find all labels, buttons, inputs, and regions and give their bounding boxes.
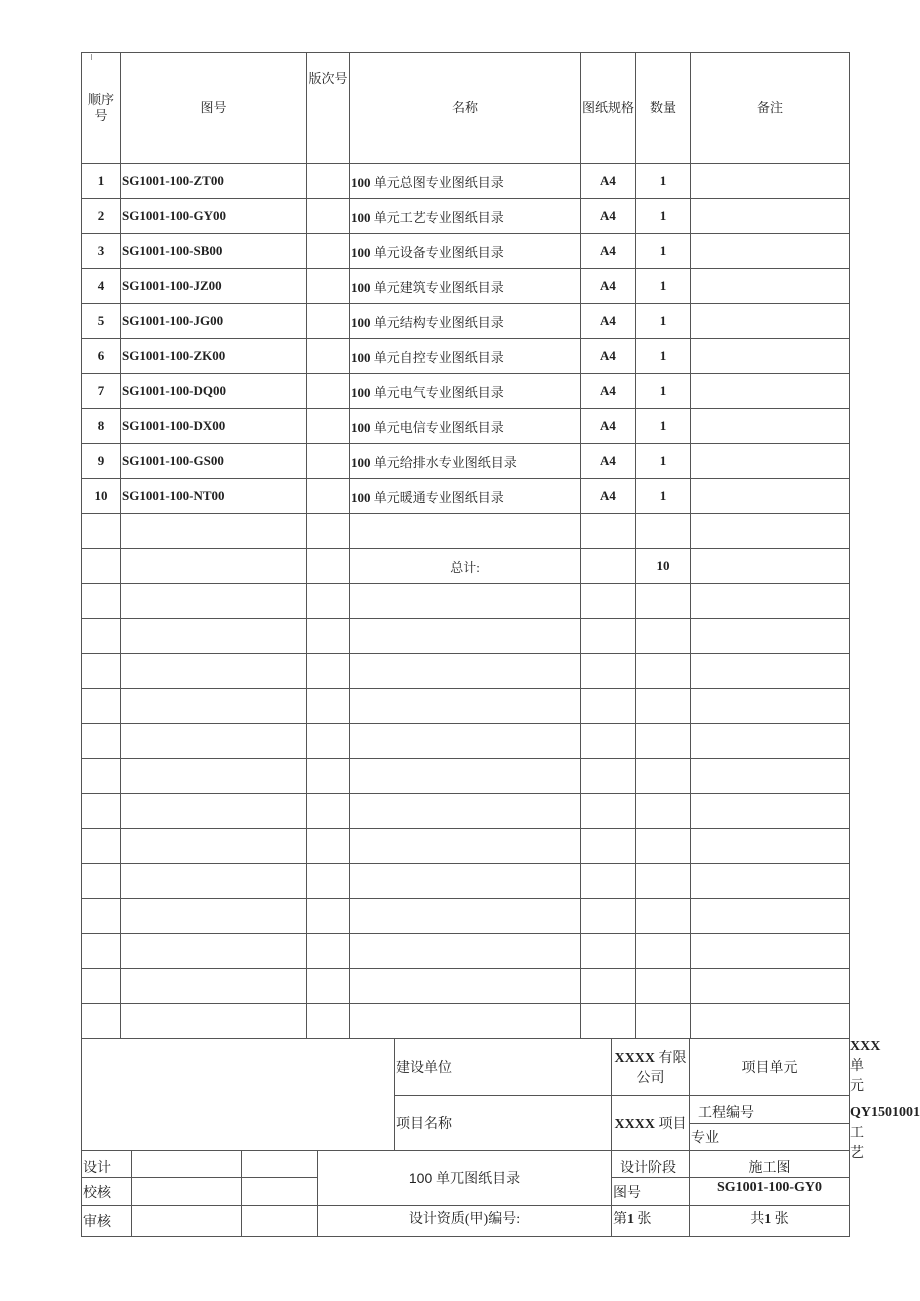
row-version <box>307 164 350 199</box>
row-qty: 1 <box>636 164 691 199</box>
project-value: XXXX 项目 <box>612 1096 690 1151</box>
table-row <box>82 164 850 199</box>
empty-cell <box>82 689 121 724</box>
header-seq: 顺序号 <box>82 53 121 164</box>
row-name <box>350 409 581 444</box>
certificate-label: 设计资质(甲)编号: <box>318 1206 612 1237</box>
proj-no-label: 工程编号 <box>690 1096 849 1124</box>
row-version <box>307 304 350 339</box>
table-row <box>82 374 850 409</box>
discipline-label: 专业 <box>691 1129 719 1145</box>
empty-cell <box>691 514 850 549</box>
row-name-number: 100 <box>351 454 371 470</box>
row-seq: 10 <box>82 479 121 514</box>
row-seq: 1 <box>82 164 121 199</box>
empty-cell <box>636 829 691 864</box>
row-version <box>307 374 350 409</box>
header-drawing-no: 图号 <box>121 53 307 164</box>
empty-cell <box>121 584 307 619</box>
row-name-text: 单元自控专业图纸目录 <box>370 349 504 365</box>
empty-row <box>82 969 850 1004</box>
row-version <box>307 409 350 444</box>
empty-row <box>82 514 850 549</box>
table-row <box>82 339 850 374</box>
empty-cell <box>350 829 581 864</box>
row-seq: 6 <box>82 339 121 374</box>
total-value: 10 <box>636 549 691 584</box>
empty-cell <box>581 619 636 654</box>
header-row <box>82 53 850 164</box>
empty-cell <box>307 689 350 724</box>
row-qty: 1 <box>636 339 691 374</box>
row-seq: 7 <box>82 374 121 409</box>
row-name-text: 单元总图专业图纸目录 <box>370 174 504 190</box>
empty-cell <box>691 899 850 934</box>
row-seq: 4 <box>82 269 121 304</box>
empty-cell <box>636 969 691 1004</box>
empty-cell <box>307 549 350 584</box>
empty-cell <box>350 899 581 934</box>
header-name: 名称 <box>350 53 581 164</box>
row-qty: 1 <box>636 444 691 479</box>
empty-cell <box>121 654 307 689</box>
row-seq: 9 <box>82 444 121 479</box>
empty-cell <box>691 969 850 1004</box>
sheet-total: 共1 张 <box>690 1206 850 1237</box>
row-name-number: 100 <box>351 384 371 400</box>
empty-row <box>82 899 850 934</box>
row-remark <box>691 304 850 339</box>
row-seq: 2 <box>82 199 121 234</box>
row-remark <box>691 234 850 269</box>
row-spec: A4 <box>581 479 636 514</box>
empty-cell <box>636 654 691 689</box>
empty-cell <box>82 829 121 864</box>
row-drawing-no: SG1001-100-DX00 <box>121 409 307 444</box>
empty-cell <box>82 1004 121 1039</box>
table-row <box>82 304 850 339</box>
stage-label: 设计阶段 <box>612 1151 690 1178</box>
row-name-number: 100 <box>351 209 371 225</box>
empty-cell <box>691 864 850 899</box>
row-name-number: 100 <box>351 279 371 295</box>
empty-cell <box>307 724 350 759</box>
row-version <box>307 339 350 374</box>
sheet-number: 第1 张 <box>612 1206 690 1237</box>
empty-cell <box>691 794 850 829</box>
row-name <box>350 479 581 514</box>
row-remark <box>691 164 850 199</box>
empty-cell <box>82 619 121 654</box>
row-drawing-no: SG1001-100-GS00 <box>121 444 307 479</box>
empty-cell <box>307 654 350 689</box>
empty-cell <box>82 584 121 619</box>
empty-cell <box>691 654 850 689</box>
row-version <box>307 479 350 514</box>
empty-cell <box>82 514 121 549</box>
row-name-number: 100 <box>351 244 371 260</box>
review-sign-cell <box>132 1206 242 1237</box>
row-spec: A4 <box>581 339 636 374</box>
check-date-cell <box>242 1178 318 1206</box>
drawing-index-table <box>81 52 850 1039</box>
row-name-number: 100 <box>351 419 371 435</box>
row-version <box>307 234 350 269</box>
empty-cell <box>636 759 691 794</box>
empty-cell <box>121 829 307 864</box>
table-row <box>82 199 850 234</box>
empty-cell <box>350 584 581 619</box>
header-spec: 图纸规格 <box>581 53 636 164</box>
empty-cell <box>581 934 636 969</box>
empty-row <box>82 689 850 724</box>
empty-cell <box>636 1004 691 1039</box>
row-spec: A4 <box>581 409 636 444</box>
empty-row <box>82 619 850 654</box>
row-drawing-no: SG1001-100-NT00 <box>121 479 307 514</box>
empty-cell <box>581 549 636 584</box>
empty-cell <box>636 864 691 899</box>
empty-row <box>82 934 850 969</box>
row-drawing-no: SG1001-100-JZ00 <box>121 269 307 304</box>
row-version <box>307 444 350 479</box>
table-row <box>82 234 850 269</box>
empty-row <box>82 829 850 864</box>
empty-cell <box>350 689 581 724</box>
empty-cell <box>350 864 581 899</box>
empty-cell <box>307 794 350 829</box>
empty-cell <box>307 899 350 934</box>
empty-cell <box>307 759 350 794</box>
row-spec: A4 <box>581 164 636 199</box>
row-remark <box>691 199 850 234</box>
row-name-text: 单元建筑专业图纸目录 <box>370 279 504 295</box>
row-name <box>350 164 581 199</box>
empty-cell <box>82 864 121 899</box>
drawing-index-sheet <box>81 52 920 1237</box>
empty-cell <box>691 724 850 759</box>
empty-cell <box>121 899 307 934</box>
row-spec: A4 <box>581 304 636 339</box>
row-seq: 5 <box>82 304 121 339</box>
check-sign-cell <box>132 1178 242 1206</box>
empty-cell <box>82 759 121 794</box>
empty-cell <box>82 899 121 934</box>
drawing-title: 100 单兀图纸目录 <box>318 1151 612 1206</box>
empty-cell <box>82 969 121 1004</box>
table-row <box>82 409 850 444</box>
row-name-text: 单元给排水专业图纸目录 <box>370 454 517 470</box>
header-version: 版次号 <box>307 53 350 164</box>
empty-cell <box>636 794 691 829</box>
design-date-cell <box>242 1151 318 1178</box>
dwg-label: 图号 <box>612 1178 690 1206</box>
empty-cell <box>691 759 850 794</box>
title-block: 建设单位 XXXX 有限公司 项目单元 XXX 单元 项目名称 XXXX 项目 工程编号 专业 QY1501001 工艺 设计 100 单兀图纸目录 设计阶段 施工图 校核 图号 SG1001-100-GY0 审核 设计资质(甲)编号: 第1 张 共1 张 <box>81 1038 850 1237</box>
stage-value: 施工图 <box>690 1151 850 1178</box>
empty-cell <box>581 584 636 619</box>
row-drawing-no: SG1001-100-ZT00 <box>121 164 307 199</box>
empty-cell <box>636 724 691 759</box>
row-name <box>350 444 581 479</box>
empty-cell <box>350 724 581 759</box>
row-remark <box>691 269 850 304</box>
row-remark <box>691 479 850 514</box>
empty-cell <box>307 934 350 969</box>
title-block-blank <box>82 1039 395 1151</box>
empty-cell <box>350 1004 581 1039</box>
empty-cell <box>581 654 636 689</box>
design-label: 设计 <box>82 1151 132 1178</box>
client-label: 建设单位 <box>395 1039 612 1096</box>
empty-cell <box>350 969 581 1004</box>
row-qty: 1 <box>636 304 691 339</box>
empty-cell <box>581 969 636 1004</box>
row-qty: 1 <box>636 479 691 514</box>
row-name-text: 单元暖通专业图纸目录 <box>370 489 504 505</box>
empty-cell <box>691 829 850 864</box>
row-name-number: 100 <box>351 349 371 365</box>
row-name <box>350 304 581 339</box>
empty-cell <box>307 1004 350 1039</box>
project-label: 项目名称 <box>395 1096 612 1151</box>
empty-cell <box>581 514 636 549</box>
empty-cell <box>636 934 691 969</box>
empty-cell <box>121 864 307 899</box>
empty-cell <box>307 829 350 864</box>
table-row <box>82 269 850 304</box>
row-name <box>350 199 581 234</box>
empty-cell <box>636 689 691 724</box>
row-qty: 1 <box>636 234 691 269</box>
row-spec: A4 <box>581 199 636 234</box>
empty-cell <box>307 619 350 654</box>
row-name-text: 单元设备专业图纸目录 <box>370 244 504 260</box>
empty-cell <box>82 654 121 689</box>
row-seq: 3 <box>82 234 121 269</box>
row-name-text: 单元电信专业图纸目录 <box>370 419 504 435</box>
empty-cell <box>121 724 307 759</box>
row-name-number: 100 <box>351 314 371 330</box>
empty-row <box>82 864 850 899</box>
row-remark <box>691 409 850 444</box>
row-drawing-no: SG1001-100-ZK00 <box>121 339 307 374</box>
row-version <box>307 269 350 304</box>
empty-cell <box>307 584 350 619</box>
empty-cell <box>121 619 307 654</box>
empty-row <box>82 1004 850 1039</box>
total-label: 总计: <box>350 549 581 584</box>
empty-cell <box>691 689 850 724</box>
row-name <box>350 339 581 374</box>
dwg-value: SG1001-100-GY0 <box>690 1178 850 1206</box>
row-drawing-no: SG1001-100-SB00 <box>121 234 307 269</box>
empty-cell <box>581 899 636 934</box>
row-spec: A4 <box>581 374 636 409</box>
empty-row <box>82 759 850 794</box>
empty-row <box>82 724 850 759</box>
empty-row <box>82 654 850 689</box>
empty-cell <box>350 794 581 829</box>
empty-cell <box>82 934 121 969</box>
row-name-number: 100 <box>351 489 371 505</box>
empty-cell <box>350 759 581 794</box>
empty-cell <box>691 584 850 619</box>
row-spec: A4 <box>581 234 636 269</box>
row-name <box>350 269 581 304</box>
empty-cell <box>121 934 307 969</box>
row-spec: A4 <box>581 444 636 479</box>
empty-cell <box>636 514 691 549</box>
empty-cell <box>581 794 636 829</box>
empty-cell <box>82 794 121 829</box>
empty-cell <box>636 619 691 654</box>
row-name-text: 单元结构专业图纸目录 <box>370 314 504 330</box>
check-label: 校核 <box>82 1178 132 1206</box>
row-drawing-no: SG1001-100-JG00 <box>121 304 307 339</box>
empty-cell <box>691 1004 850 1039</box>
empty-row <box>82 794 850 829</box>
row-remark <box>691 444 850 479</box>
row-name <box>350 234 581 269</box>
design-sign-cell <box>132 1151 242 1178</box>
row-seq: 8 <box>82 409 121 444</box>
review-date-cell <box>242 1206 318 1237</box>
table-row <box>82 479 850 514</box>
empty-cell <box>121 689 307 724</box>
empty-cell <box>581 864 636 899</box>
total-row <box>82 549 850 584</box>
empty-cell <box>691 619 850 654</box>
empty-cell <box>307 969 350 1004</box>
empty-cell <box>307 864 350 899</box>
header-remark: 备注 <box>691 53 850 164</box>
empty-cell <box>581 689 636 724</box>
proj-no-discipline-labels <box>690 1096 850 1151</box>
empty-cell <box>581 759 636 794</box>
empty-cell <box>691 549 850 584</box>
empty-cell <box>636 584 691 619</box>
row-qty: 1 <box>636 269 691 304</box>
row-name-text: 单元工艺专业图纸目录 <box>370 209 504 225</box>
row-drawing-no: SG1001-100-GY00 <box>121 199 307 234</box>
empty-cell <box>581 1004 636 1039</box>
empty-cell <box>691 934 850 969</box>
review-label: 审核 <box>82 1206 132 1237</box>
empty-cell <box>581 724 636 759</box>
header-qty: 数量 <box>636 53 691 164</box>
unit-label: 项目单元 <box>690 1039 850 1096</box>
empty-cell <box>121 969 307 1004</box>
empty-cell <box>350 514 581 549</box>
empty-row <box>82 584 850 619</box>
empty-cell <box>350 934 581 969</box>
empty-cell <box>121 514 307 549</box>
row-drawing-no: SG1001-100-DQ00 <box>121 374 307 409</box>
table-row <box>82 444 850 479</box>
row-name <box>350 374 581 409</box>
row-qty: 1 <box>636 374 691 409</box>
empty-cell <box>307 514 350 549</box>
empty-cell <box>636 899 691 934</box>
row-remark <box>691 339 850 374</box>
empty-cell <box>581 829 636 864</box>
empty-cell <box>82 549 121 584</box>
row-version <box>307 199 350 234</box>
row-name-text: 单元电气专业图纸目录 <box>370 384 504 400</box>
row-name-number: 100 <box>351 174 371 190</box>
row-qty: 1 <box>636 199 691 234</box>
empty-cell <box>121 794 307 829</box>
empty-cell <box>121 1004 307 1039</box>
row-qty: 1 <box>636 409 691 444</box>
empty-cell <box>121 549 307 584</box>
row-remark <box>691 374 850 409</box>
empty-cell <box>82 724 121 759</box>
row-spec: A4 <box>581 269 636 304</box>
empty-cell <box>350 619 581 654</box>
client-value: XXXX 有限公司 <box>612 1039 690 1096</box>
empty-cell <box>121 759 307 794</box>
empty-cell <box>350 654 581 689</box>
